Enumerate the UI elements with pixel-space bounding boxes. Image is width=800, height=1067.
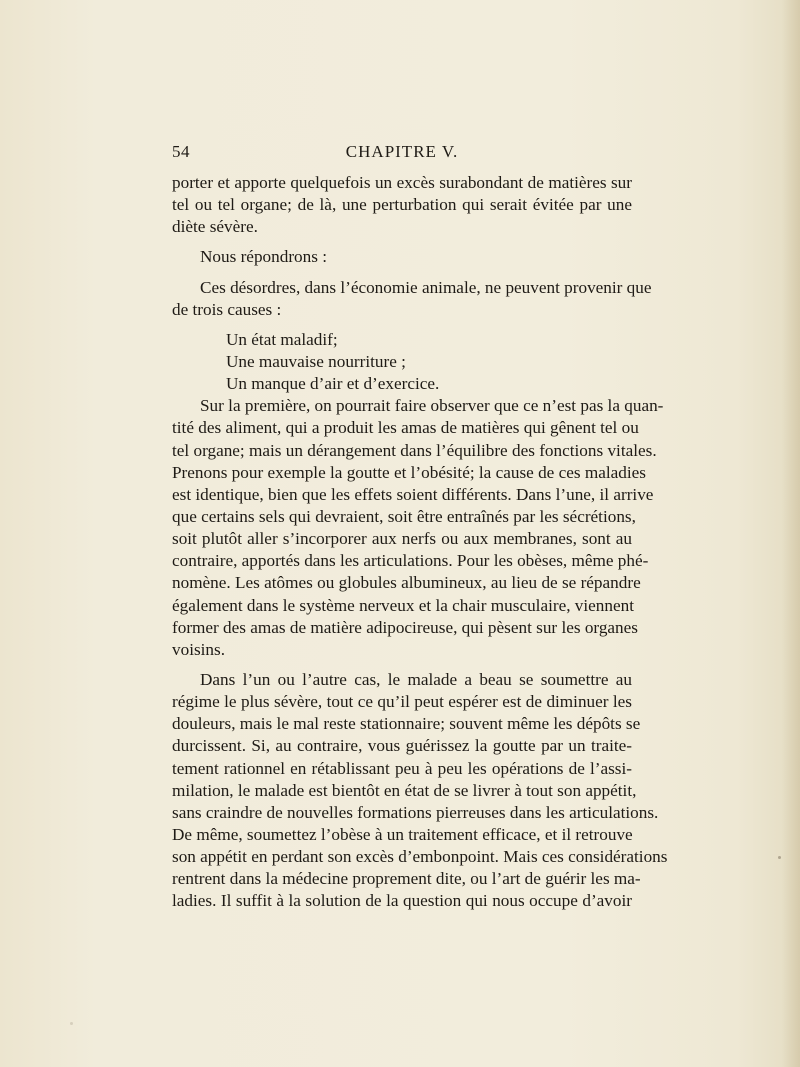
text-line: Dans l’un ou l’autre cas, le malade a beau se soumettre au xyxy=(200,669,632,689)
text-line: Nous répondrons : xyxy=(200,247,327,267)
text-line: voisins. xyxy=(172,639,226,659)
text-line: tel organe; mais un dérangement dans l’équilibre des fonctions vitales. xyxy=(172,440,657,460)
page-number: 54 xyxy=(172,142,190,161)
text-line: diète sévère. xyxy=(172,217,258,237)
text-line: de trois causes : xyxy=(172,299,282,319)
text-line: tel ou tel organe; de là, une perturbation qui serait évitée par une xyxy=(172,195,632,215)
list-item: Une mauvaise nourriture ; xyxy=(226,351,406,371)
text-line: durcissent. Si, au contraire, vous guérissez la goutte par un traite- xyxy=(172,736,632,756)
text-line: milation, le malade est bientôt en état de se livrer à tout son appétit, xyxy=(172,780,637,800)
text-line: Sur la première, on pourrait faire observer que ce n’est pas la quan- xyxy=(200,396,664,416)
text-line: De même, soumettez l’obèse à un traitement efficace, et il retrouve xyxy=(172,824,633,844)
text-line: porter et apporte quelquefois un excès surabondant de matières sur xyxy=(172,173,632,192)
paper-speck xyxy=(70,1022,73,1025)
text-line: Ces désordres, dans l’économie animale, ne peuvent provenir que xyxy=(200,277,652,297)
text-line: contraire, apportés dans les articulations. Pour les obèses, même phé- xyxy=(172,551,649,571)
text-line: nomène. Les atômes ou globules albumineux, au lieu de se répandre xyxy=(172,573,641,593)
paper-speck xyxy=(778,856,781,859)
list-item: Un état maladif; xyxy=(226,329,338,349)
text-line: régime le plus sévère, tout ce qu’il peut espérer est de diminuer les xyxy=(172,692,632,712)
page-edge-shadow xyxy=(782,0,800,1067)
text-line: former des amas de matière adipocireuse, qui pèsent sur les organes xyxy=(172,617,638,637)
text-line: tité des aliment, qui a produit les amas de matières qui gênent tel ou xyxy=(172,418,639,438)
text-line: son appétit en perdant son excès d’embonpoint. Mais ces considérations xyxy=(172,847,668,867)
text-line: également dans le système nerveux et la chair musculaire, viennent xyxy=(172,595,634,615)
text-line: ladies. Il suffit à la solution de la question qui nous occupe d’avoir xyxy=(172,891,632,911)
running-header xyxy=(172,142,632,166)
text-line: douleurs, mais le mal reste stationnaire; souvent même les dépôts se xyxy=(172,714,641,734)
running-title: CHAPITRE V. xyxy=(345,142,459,161)
body-text xyxy=(172,172,668,913)
text-line: Prenons pour exemple la goutte et l’obésité; la cause de ces maladies xyxy=(172,462,646,482)
list-item: Un manque d’air et d’exercice. xyxy=(226,374,440,394)
text-line: tement rationnel en rétablissant peu à peu les opérations de l’assi- xyxy=(172,758,632,778)
text-line: rentrent dans la médecine proprement dite, ou l’art de guérir les ma- xyxy=(172,869,641,889)
text-line: que certains sels qui devraient, soit être entraînés par les sécrétions, xyxy=(172,506,636,526)
text-line: est identique, bien que les effets soient différents. Dans l’une, il arrive xyxy=(172,484,654,504)
text-line: soit plutôt aller s’incorporer aux nerfs ou aux membranes, sont au xyxy=(172,529,632,549)
text-line: sans craindre de nouvelles formations pierreuses dans les articulations. xyxy=(172,802,659,822)
